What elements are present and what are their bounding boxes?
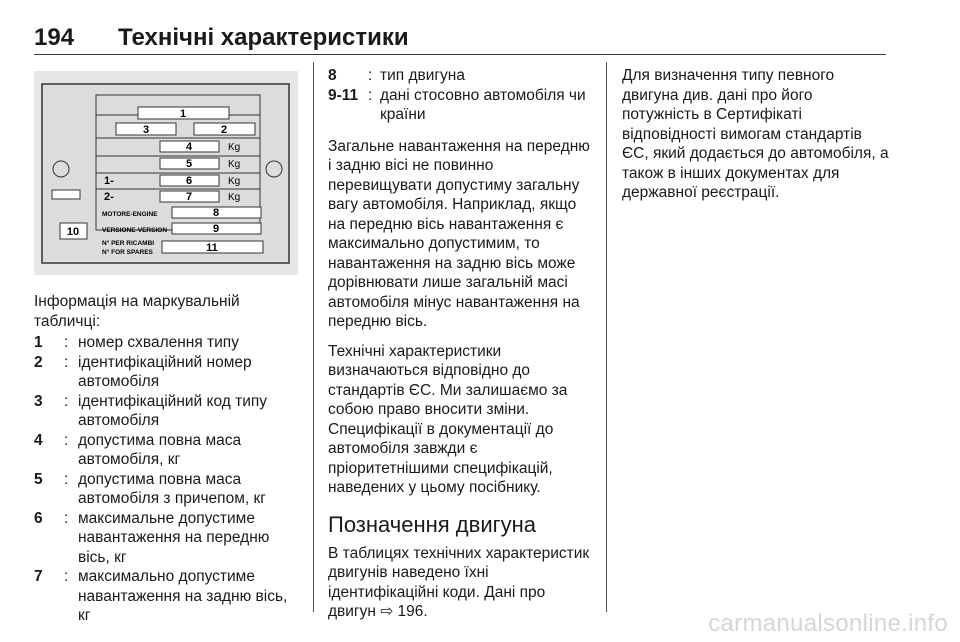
for-spares-label: N° FOR SPARES — [102, 249, 153, 256]
legend-colon: : — [64, 431, 69, 449]
versione-version-label: VERSIONE-VERSION — [102, 227, 168, 234]
page-header — [34, 16, 886, 56]
axle-1-label: 1- — [104, 175, 114, 187]
column-1 — [34, 292, 298, 626]
legend-key: 7 — [34, 568, 43, 585]
cross-reference-arrow-icon: ⇨ — [380, 603, 394, 620]
legend-key: 1 — [34, 334, 43, 351]
legend-item — [34, 353, 298, 392]
legend-text: максимально допустиме навантаження на задню вісь, кг — [78, 568, 288, 624]
axle-2-label: 2- — [104, 191, 114, 203]
engine-codes-text: В таблицях технічних характеристик двигунів наведено їхні ідентифікаційні коди. Дані про двигун — [328, 544, 590, 620]
legend-key: 6 — [34, 509, 43, 527]
column-3 — [622, 66, 890, 213]
legend-item — [34, 470, 298, 509]
legend-item — [34, 333, 298, 353]
column-divider-2 — [606, 62, 607, 612]
field-2-label: 2 — [220, 124, 228, 136]
column-divider-1 — [313, 62, 314, 612]
field-8-label: 8 — [212, 207, 220, 219]
legend-colon: : — [64, 334, 69, 351]
page-number: 194 — [34, 24, 75, 51]
field-7-label: 7 — [185, 191, 193, 203]
legend-key: 9-11 — [328, 86, 359, 104]
specifications-paragraph: Технічні характеристики визначаються відповідно до стандартів ЄС. Ми залишаємо за собою право вносити зміни. Специфікації в документації до автомобіля завжди є пріоритетнішими специфікацій, наведених у цьому посібнику. — [328, 342, 568, 496]
legend-text: максимальне допустиме навантаження на передню вісь, кг — [78, 509, 270, 566]
field-1-label: 1 — [179, 108, 187, 120]
legend-text: допустима повна маса автомобіля, кг — [78, 431, 242, 468]
field-3-label: 3 — [142, 124, 150, 136]
motore-engine-label: MOTORE-ENGINE — [102, 211, 158, 218]
legend-item — [34, 567, 298, 626]
engine-type-paragraph: Для визначення типу певного двигуна див. дані про його потужність в Сертифікаті відповідності вимогам стандартів ЄС, який додається до автомобіля, а також в інших документах для державної реєстрації. — [622, 67, 889, 201]
legend-colon: : — [368, 86, 373, 104]
section-heading: Позначення двигуна — [328, 511, 537, 537]
cross-reference-page-link[interactable]: 196. — [397, 603, 428, 620]
legend-text: номер схвалення типу — [78, 334, 239, 351]
field-5-label: 5 — [185, 158, 193, 170]
unit-kg: Kg — [228, 142, 241, 153]
plate-legend-list — [34, 333, 298, 626]
legend-key: 4 — [34, 431, 43, 449]
legend-text: тип двигуна — [380, 67, 465, 84]
header-rule — [34, 54, 886, 55]
legend-item — [34, 431, 298, 470]
legend-text: дані стосовно автомобіля чи країни — [380, 86, 586, 123]
watermark: carmanualsonline.info — [708, 610, 948, 637]
legend-item — [34, 509, 298, 568]
page-title: Технічні характеристики — [118, 24, 409, 51]
legend-text: допустима повна маса автомобіля з причепом, кг — [78, 470, 266, 507]
legend-text: ідентифікаційний код типу автомобіля — [78, 392, 268, 429]
legend-key: 5 — [34, 470, 43, 488]
unit-kg: Kg — [228, 159, 241, 170]
field-6-label: 6 — [185, 175, 193, 187]
legend-key: 2 — [34, 353, 43, 371]
field-9-label: 9 — [212, 223, 220, 235]
column-2 — [328, 66, 594, 632]
engine-codes-paragraph — [328, 544, 594, 622]
per-ricambi-label: N° PER RICAMBI — [102, 240, 155, 247]
axle-load-paragraph: Загальне навантаження на передню і задню вісі не повинно перевищувати допустиму загальну вагу автомобіля. Наприклад, якщо на передню вісь навантаження є максимально допустимим, то навантаження на задню вісь може дорівнювати лише загальній масі автомобіля мінус навантаження на передню вісь. — [328, 137, 590, 330]
legend-key: 3 — [34, 392, 43, 410]
field-10-label: 10 — [66, 226, 80, 238]
plate-drawing — [34, 71, 298, 275]
legend-colon: : — [64, 568, 69, 585]
legend-item — [328, 66, 594, 86]
legend-colon: : — [368, 67, 373, 84]
legend-colon: : — [64, 509, 69, 527]
field-4-label: 4 — [185, 141, 193, 153]
legend-colon: : — [64, 353, 69, 371]
plate-intro: Інформація на маркувальній табличці: — [34, 293, 240, 330]
unit-kg: Kg — [228, 176, 241, 187]
legend-text: ідентифікаційний номер автомобіля — [78, 353, 252, 390]
unit-kg: Kg — [228, 192, 241, 203]
legend-colon: : — [64, 392, 69, 410]
legend-key: 8 — [328, 67, 337, 84]
legend-item — [328, 86, 594, 125]
legend-item — [34, 392, 298, 431]
plate-legend-list-continued — [328, 66, 594, 125]
legend-colon: : — [64, 470, 69, 488]
field-11-label: 11 — [206, 242, 218, 254]
identification-plate-illustration — [34, 71, 298, 275]
plate-small-box — [52, 190, 80, 199]
